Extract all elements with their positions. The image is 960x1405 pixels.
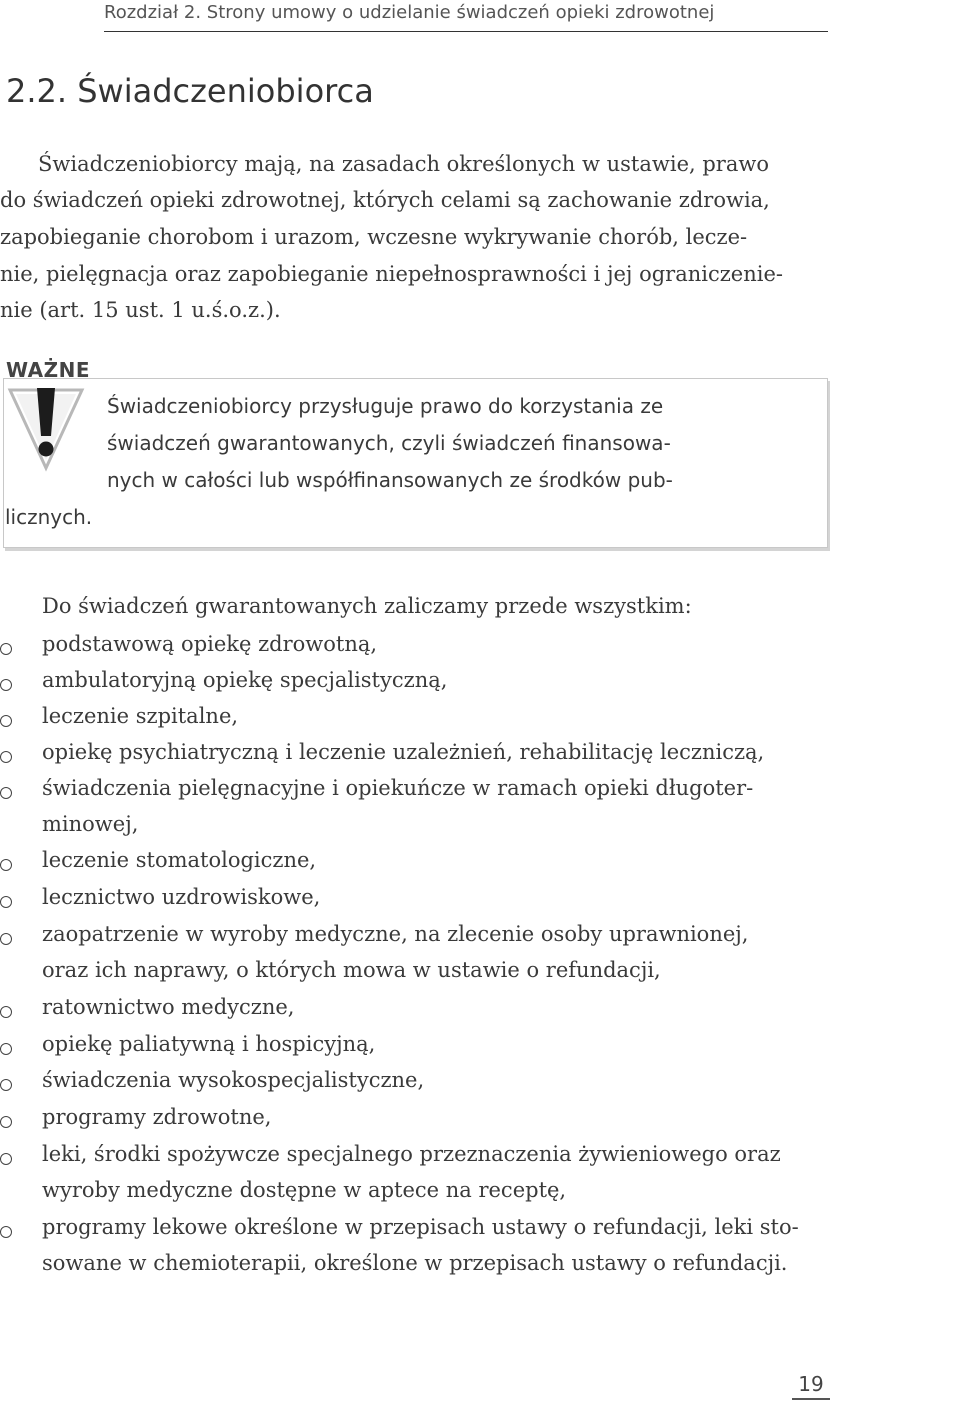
list-item: opiekę paliatywną i hospicyjną,	[42, 1032, 376, 1056]
running-header: Rozdział 2. Strony umowy o udzielanie świadczeń opieki zdrowotnej	[104, 2, 828, 32]
list-item: lecznictwo uzdrowiskowe,	[42, 885, 321, 909]
list-item: leki, środki spożywcze specjalnego przeznaczenia żywieniowego oraz	[42, 1142, 781, 1166]
bullet-circle-icon	[0, 1043, 12, 1055]
list-item: ambulatoryjną opiekę specjalistyczną,	[42, 668, 448, 692]
list-item: świadczenia wysokospecjalistyczne,	[42, 1068, 425, 1092]
bullet-circle-icon	[0, 1153, 12, 1165]
bullet-circle-icon	[0, 1079, 12, 1091]
list-item: ratownictwo medyczne,	[42, 995, 295, 1019]
list-item: zaopatrzenie w wyroby medyczne, na zlecenie osoby uprawnionej,	[42, 922, 749, 946]
important-label: WAŻNE	[6, 358, 91, 382]
important-line: świadczeń gwarantowanych, czyli świadczeń finansowa-	[107, 431, 671, 455]
important-line: licznych.	[5, 505, 93, 529]
bullet-circle-icon	[0, 715, 12, 727]
exclamation-warning-icon	[6, 380, 86, 472]
list-item: programy lekowe określone w przepisach ustawy o refundacji, leki sto-	[42, 1215, 799, 1239]
bullet-circle-icon	[0, 1006, 12, 1018]
bullet-circle-icon	[0, 896, 12, 908]
intro-line: zapobieganie chorobom i urazom, wczesne wykrywanie chorób, lecze-	[0, 225, 748, 249]
list-item: podstawową opiekę zdrowotną,	[42, 632, 378, 656]
bullet-circle-icon	[0, 933, 12, 945]
list-item: programy zdrowotne,	[42, 1105, 272, 1129]
intro-line: nie (art. 15 ust. 1 u.ś.o.z.).	[0, 298, 281, 322]
bullet-circle-icon	[0, 1226, 12, 1238]
list-intro: Do świadczeń gwarantowanych zaliczamy przede wszystkim:	[42, 594, 692, 618]
list-item: opiekę psychiatryczną i leczenie uzależnień, rehabilitację leczniczą,	[42, 740, 765, 764]
list-item-continuation: minowej,	[42, 812, 139, 836]
intro-line: do świadczeń opieki zdrowotnej, których celami są zachowanie zdrowia,	[0, 188, 770, 212]
list-item: świadczenia pielęgnacyjne i opiekuńcze w ramach opieki długoter-	[42, 776, 754, 800]
bullet-circle-icon	[0, 1116, 12, 1128]
bullet-circle-icon	[0, 859, 12, 871]
important-line: nych w całości lub współfinansowanych ze środków pub-	[107, 468, 673, 492]
page-number: 19	[792, 1372, 830, 1400]
intro-line: nie, pielęgnacja oraz zapobieganie niepełnosprawności i jej ograniczenie-	[0, 262, 783, 286]
important-line: Świadczeniobiorcy przysługuje prawo do korzystania ze	[107, 394, 664, 418]
intro-line: Świadczeniobiorcy mają, na zasadach określonych w ustawie, prawo	[38, 152, 769, 176]
bullet-circle-icon	[0, 679, 12, 691]
bullet-circle-icon	[0, 751, 12, 763]
section-title: 2.2. Świadczeniobiorca	[6, 72, 374, 110]
list-item-continuation: wyroby medyczne dostępne w aptece na receptę,	[42, 1178, 567, 1202]
list-item: leczenie szpitalne,	[42, 704, 239, 728]
list-item: leczenie stomatologiczne,	[42, 848, 317, 872]
list-item-continuation: oraz ich naprawy, o których mowa w ustawie o refundacji,	[42, 958, 661, 982]
bullet-circle-icon	[0, 787, 12, 799]
list-item-continuation: sowane w chemioterapii, określone w przepisach ustawy o refundacji.	[42, 1251, 788, 1275]
bullet-circle-icon	[0, 643, 12, 655]
